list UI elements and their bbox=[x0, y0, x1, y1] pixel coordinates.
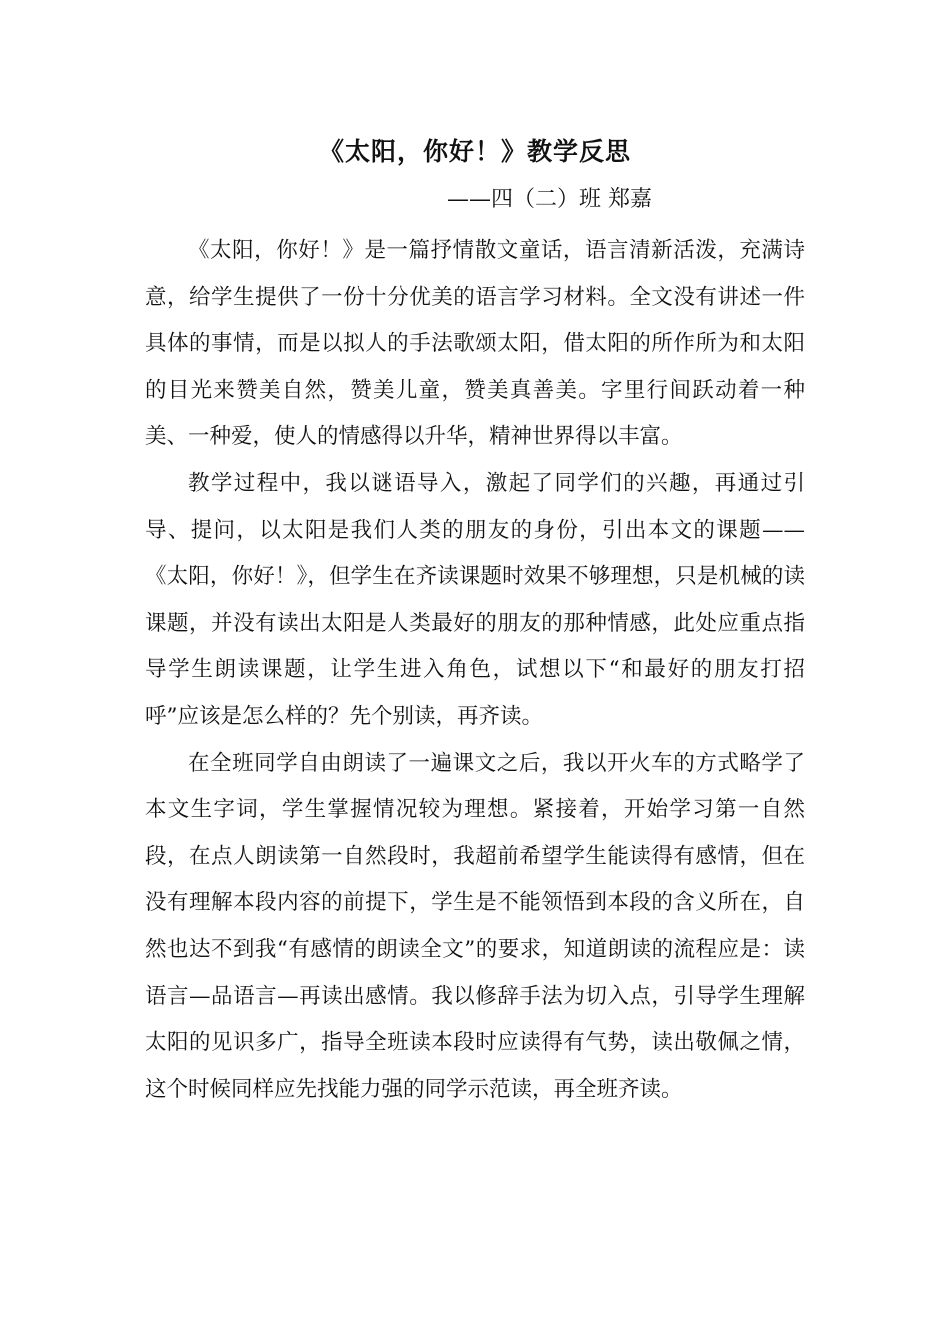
author-byline: ——四（二）班 郑嘉 bbox=[447, 187, 652, 212]
paragraph-1: 《太阳，你好！》是一篇抒情散文童话，语言清新活泼，充满诗意，给学生提供了一份十分优美的语言学习材料。全文没有讲述一件具体的事情，而是以拟人的手法歌颂太阳，借太阳的所作所为和太阳的目光来赞美自然，赞美儿童，赞美真善美。字里行间跃动着一种美、一种爱，使人的情感得以升华，精神世界得以丰富。 bbox=[145, 238, 805, 450]
paragraph-2: 教学过程中，我以谜语导入，激起了同学们的兴趣，再通过引导、提问，以太阳是我们人类的朋友的身份，引出本文的课题——《太阳，你好！》，但学生在齐读课题时效果不够理想，只是机械的读课题，并没有读出太阳是人类最好的朋友的那种情感，此处应重点指导学生朗读课题，让学生进入角色，试想以下“和最好的朋友打招呼”应该是怎么样的？先个别读，再齐读。 bbox=[145, 470, 805, 729]
paragraph-3: 在全班同学自由朗读了一遍课文之后，我以开火车的方式略学了本文生字词，学生掌握情况较为理想。紧接着，开始学习第一自然段，在点人朗读第一自然段时，我超前希望学生能读得有感情，但在没有理解本段内容的前提下，学生是不能领悟到本段的含义所在，自然也达不到我“有感情的朗读全文”的要求，知道朗读的流程应是：读语言—品语言—再读出感情。我以修辞手法为切入点，引导学生理解太阳的见识多广，指导全班读本段时应读得有气势，读出敬佩之情，这个时候同样应先找能力强的同学示范读，再全班齐读。 bbox=[145, 750, 805, 1102]
document-title: 《太阳，你好！》教学反思 bbox=[318, 137, 631, 166]
document-body bbox=[145, 228, 805, 1113]
